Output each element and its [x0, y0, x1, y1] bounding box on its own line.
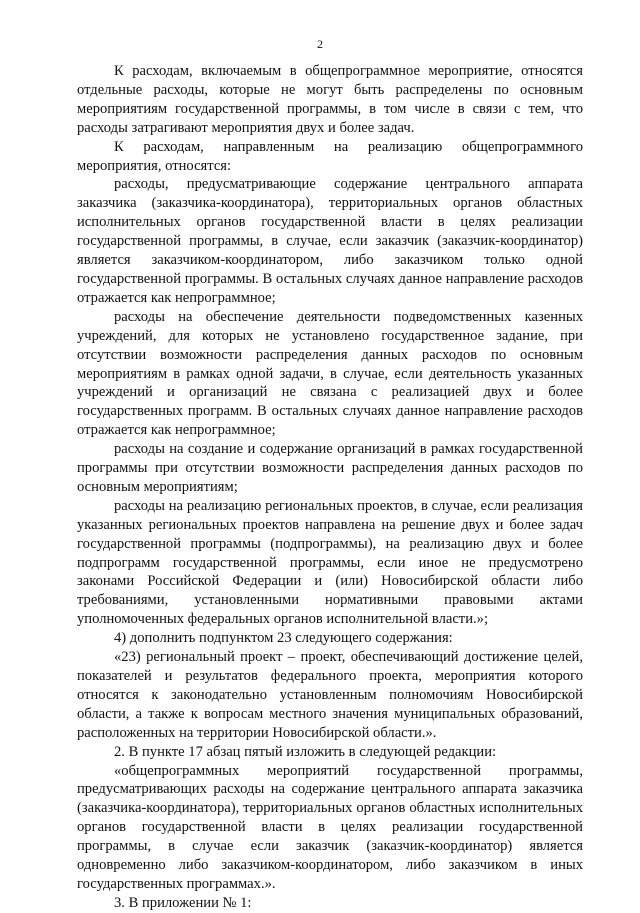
paragraph-regional-projects: расходы на реализацию региональных проектов, в случае, если реализация указанных региональных проектов направлена на решение двух и более задач государственной программы (подпрограммы), на реализацию двух и более подпрограмм государственной программы, если иное не предусмотрено законами Российской Федерации и (или) Новосибирской области либо требованиями, установленными нормативными правовыми актами уполномоченных федеральных органов исполнительной власти.»; — [77, 497, 583, 628]
paragraph-regional-project-definition: «23) региональный проект – проект, обеспечивающий достижение целей, показателей и результатов федерального проекта, мероприятия которого относятся к законодательно установленным полномочиям Новосибирской области, а также к вопросам местного значения муниципальных образований, расположенных на территории Новосибирской области.». — [77, 649, 583, 741]
paragraph-subitem-23: 4) дополнить подпунктом 23 следующего содержания: — [114, 630, 453, 647]
document-body — [77, 62, 583, 913]
page-number: 2 — [317, 37, 323, 51]
paragraph-organizations: расходы на создание и содержание организаций в рамках государственной программы при отсутствии возможности распределения данных расходов по основным мероприятиям; — [77, 441, 583, 495]
paragraph-item-17: 2. В пункте 17 абзац пятый изложить в следующей редакции: — [114, 743, 497, 760]
paragraph-expenses-intro: К расходам, направленным на реализацию общепрограммного мероприятия, относятся: — [77, 138, 583, 174]
paragraph-state-institutions: расходы на обеспечение деятельности подведомственных казенных учреждений, для которых не установлено государственное задание, при отсутствии возможности распределения данных расходов по основным мероприятиям в рамках одной задачи, в случае, если деятельность указанных учреждений и организаций не связана с реализацией двух и более государственных программ. В остальных случаях данное направление расходов отражается как непрограммное; — [77, 308, 583, 439]
paragraph-item-17-text: «общепрограммных мероприятий государственной программы, предусматривающих расходы на содержание центрального аппарата заказчика (заказчика-координатора), территориальных органов областных исполнительных органов государственной власти в целях реализации государственной программы, в случае если заказчик (заказчик-координатор) является одновременно либо заказчиком-координатором, либо заказчиком в иных государственных программах.». — [77, 762, 583, 892]
paragraph-general-expenses: К расходам, включаемым в общепрограммное мероприятие, относятся отдельные расходы, которые не могут быть распределены по основным мероприятиям государственной программы, в том числе в связи с тем, что расходы затрагивают мероприятия двух и более задач. — [77, 63, 583, 136]
paragraph-central-apparatus: расходы, предусматривающие содержание центрального аппарата заказчика (заказчика-координатора), территориальных органов областных исполнительных органов государственной власти в целях реализации государственной программы, в случае, если заказчик (заказчик-координатор) является заказчиком-координатором, либо заказчиком только одной государственной программы. В остальных случаях данное направление расходов отражается как непрограммное; — [77, 176, 583, 306]
paragraph-appendix-1: 3. В приложении № 1: — [114, 894, 252, 911]
